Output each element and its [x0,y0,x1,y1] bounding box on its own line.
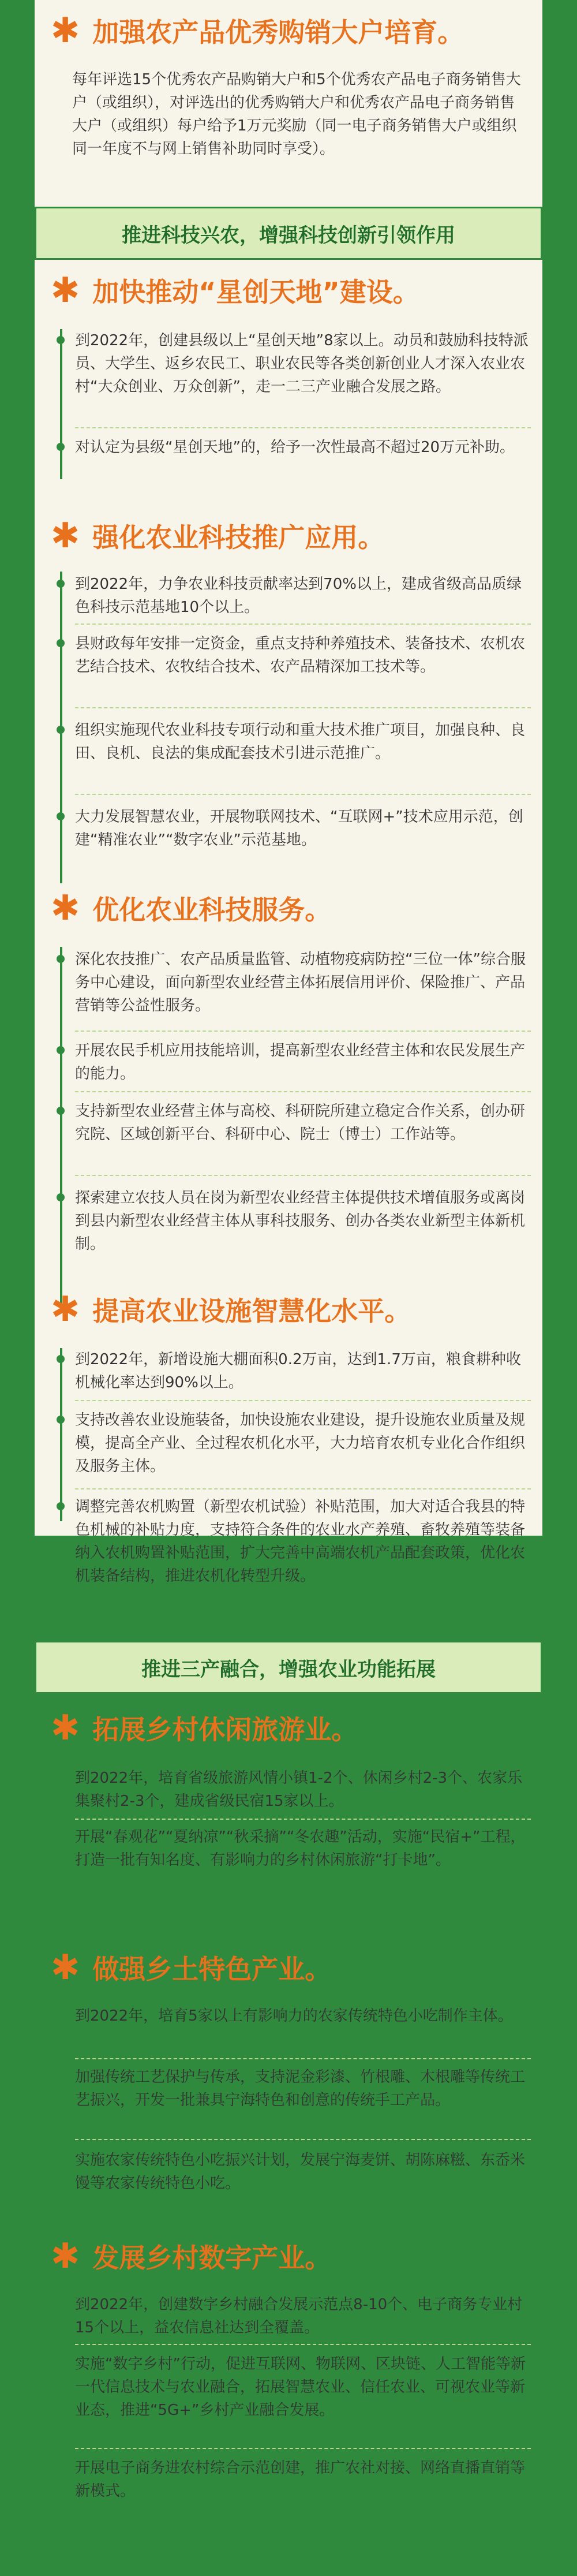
list-item [75,1409,531,1478]
bullet-dot [57,2300,65,2308]
divider [75,2058,531,2059]
list-item-text: 到2022年，创建数字乡村融合发展示范点8-10个、电子商务专业村15个以上，益农信息社达到全覆盖。 [75,2296,523,2336]
bullet-dot [57,955,65,963]
star-icon: ✱ [51,2236,80,2276]
list-item [75,1039,531,1085]
section-title-text: 拓展乡村休闲旅游业。 [92,1714,358,1745]
list-item-text: 开展“春观花”“夏纳凉”“秋采摘”“冬农趣”活动，实施“民宿+”工程，打造一批有知名度、有影响力的乡村休闲旅游“打卡地”。 [75,1828,526,1869]
list-item-text: 大力发展智慧农业，开展物联网技术、“互联网+”技术应用示范，创建“精准农业”“数字农业”示范基地。 [75,808,523,849]
star-icon: ✱ [51,1708,80,1748]
bullet-dot [57,1502,65,1510]
list-item [75,2293,531,2339]
list-item-text: 到2022年，创建县级以上“星创天地”8家以上。动员和鼓励科技特派员、大学生、返乡农民工、职业农民等各类创新创业人才深入农业农村“大众创业、万众创新”，走一二三产业融合发展之路。 [75,332,529,395]
section-title-text: 做强乡土特色产业。 [92,1954,332,1985]
divider [75,1175,531,1176]
list-item [75,2066,531,2112]
list-item-text: 加强传统工艺保护与传承，支持泥金彩漆、竹根雕、木根雕等传统工艺振兴，开发一批兼具宁海特色和创意的传统手工产品。 [75,2069,526,2109]
bullet-dot [57,1416,65,1424]
star-icon: ✱ [51,888,80,928]
list-item [75,2004,531,2028]
section-title-text: 提高农业设施智慧化水平。 [92,1296,411,1327]
list-item-text: 到2022年，培育省级旅游风情小镇1-2个、休闲乡村2-3个、农家乐集聚村2-3个，建成省级民宿15家以上。 [75,1769,523,1810]
section-title [51,1948,331,1987]
bullet-dot [57,1046,65,1054]
timeline-line [60,947,62,1305]
list-item [75,2149,531,2195]
star-icon: ✱ [51,1947,80,1988]
list-item-text: 实施农家传统特色小吃振兴计划，发展宁海麦饼、胡陈麻糍、东岙米馒等农家传统特色小吃。 [75,2152,526,2192]
bullet-dot [57,1832,65,1840]
bullet-dot [57,2156,65,2164]
timeline-line [60,2003,62,2217]
bullet-dot [57,580,65,588]
divider [75,2344,531,2345]
section-title-text: 发展乡村数字产业。 [92,2242,332,2273]
divider [75,624,531,625]
divider [75,794,531,795]
section-header: 推进三产融合，增强农业功能拓展 [35,1641,542,1694]
divider [75,2448,531,2449]
divider [75,1031,531,1032]
divider [75,707,531,708]
section-title [51,12,464,50]
section-title [51,517,384,555]
bullet-dot [57,2463,65,2472]
section-title-text: 强化农业科技推广应用。 [92,522,385,553]
divider [75,1819,531,1820]
list-item-text: 对认定为县级“星创天地”的，给予一次性最高不超过20万元补助。 [75,439,515,456]
bullet-dot [57,1107,65,1115]
section-title-text: 加强农产品优秀购销大户培育。 [92,17,464,48]
list-item [75,436,531,459]
list-item [75,2456,531,2503]
section-title [51,1709,358,1747]
section-title-text: 优化农业科技服务。 [92,894,332,925]
list-item-text: 到2022年，培育5家以上有影响力的农家传统特色小吃制作主体。 [75,2007,513,2025]
bullet-dot [57,443,65,451]
list-item [75,719,531,765]
paragraph: 每年评选15个优秀农产品购销大户和5个优秀农产品电子商务销售大户（或组织），对评选出的优秀购销大户和优秀农产品电子商务销售大户（或组织）每户给予1万元奖励（同一电子商务销售大户或组织同一年度不与网上销售补助同时享受）。 [72,71,521,158]
bullet-dot [57,2011,65,2019]
list-item-text: 调整完善农机购置（新型农机试验）补贴范围，加大对适合我县的特色机械的补贴力度，支持符合条件的农业水产养殖、畜牧养殖等装备纳入农机购置补贴范围，扩大完善中高端农机产品配套政策，优化农机装备结构，推进农机化转型升级。 [75,1498,526,1585]
list-item-text: 县财政每年安排一定资金，重点支持种养殖技术、装备技术、农机农艺结合技术、农牧结合技术、农产品精深加工技术等。 [75,635,526,675]
timeline-line [60,1348,62,1521]
bullet-dot [57,1774,65,1782]
list-item [75,632,531,678]
timeline-line [60,329,62,479]
bullet-dot [57,1355,65,1363]
list-item-text: 组织实施现代农业科技专项行动和重大技术推广项目，加强良种、良田、良机、良法的集成配套技术引进示范推广。 [75,722,526,762]
list-item [75,1767,531,1813]
star-icon: ✱ [51,270,80,311]
divider [75,1488,531,1489]
section-title [51,1290,411,1328]
section-title [51,271,419,309]
list-item-text: 到2022年，新增设施大棚面积0.2万亩，达到1.7万亩，粮食耕种收机械化率达到90%以上。 [75,1351,521,1391]
list-item-text: 探索建立农技人员在岗为新型农业经营主体提供技术增值服务或离岗到县内新型农业经营主体从事科技服务、创办各类农业新型主体新机制。 [75,1189,526,1253]
star-icon: ✱ [51,1289,80,1330]
list-item [75,948,531,1017]
star-icon: ✱ [51,516,80,556]
divider [75,427,531,428]
list-item [75,1348,531,1394]
list-item-text: 开展农民手机应用技能培训，提高新型农业经营主体和农民发展生产的能力。 [75,1042,526,1082]
divider [75,1400,531,1401]
list-item-text: 支持改善农业设施装备，加快设施农业建设，提升设施农业质量及规模，提高全产业、全过程农机化水平，大力培育农机专业化合作组织及服务主体。 [75,1412,526,1475]
bullet-dot [57,639,65,647]
bullet-dot [57,2073,65,2081]
section-title [51,2237,331,2275]
bullet-dot [57,726,65,734]
list-item [75,329,531,398]
bullet-dot [57,1193,65,1201]
divider [75,1091,531,1092]
list-item-text: 深化农技推广、农产品质量监管、动植物疫病防控“三位一体”综合服务中心建设，面向新型农业经营主体拓展信用评价、保险推广、产品营销等公益性服务。 [75,951,526,1014]
star-icon: ✱ [51,10,80,51]
list-item-text: 开展电子商务进农村综合示范创建，推广农社对接、网络直播直销等新模式。 [75,2459,526,2500]
list-item-text: 到2022年，力争农业科技贡献率达到70%以上，建成省级高品质绿色科技示范基地10个以上。 [75,576,522,616]
section-title-text: 加快推动“星创天地”建设。 [92,277,419,308]
list-item-text: 实施“数字乡村”行动，促进互联网、物联网、区块链、人工智能等新一代信息技术与农业融合，拓展智慧农业、信任农业、可视农业等新业态，推进“5G+”乡村产业融合发展。 [75,2355,526,2419]
list-item [75,1186,531,1256]
bullet-dot [57,2360,65,2368]
list-item [75,1495,531,1588]
list-item [75,573,531,619]
bullet-dot [57,336,65,344]
list-item [75,1100,531,1146]
section-header: 推进科技兴农，增强科技创新引领作用 [35,207,542,260]
section-title [51,889,331,927]
bullet-dot [57,812,65,820]
list-item-text: 支持新型农业经营主体与高校、科研院所建立稳定合作关系，创办研究院、区域创新平台、科研中心、院士（博士）工作站等。 [75,1103,526,1143]
list-item [75,2353,531,2422]
timeline-line [60,2292,62,2523]
list-item [75,1825,531,1872]
divider [75,2139,531,2140]
list-item [75,805,531,852]
